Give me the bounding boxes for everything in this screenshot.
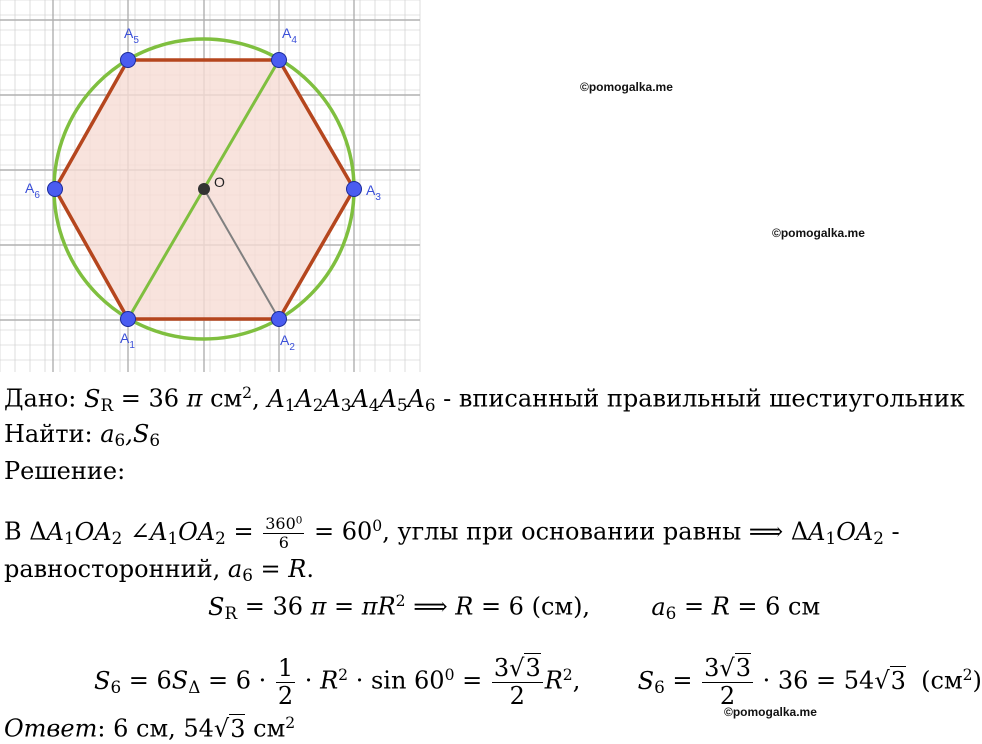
unit: см [136,714,169,743]
solution-line-2: равносторонний, $a_6 = R$. [4,555,314,586]
solution-line-1: В $\Delta A_1OA_2$ $\angle A_1OA_2$ = $\frac{360^0}{6}$ = $60^0$, углы при основании равны ⟹ $\Delta A_1OA_2$ - [4,513,900,552]
line4-suffix: , углы при основании равны [382,517,742,546]
answer-line: Ответ: 6 см, 54√3 $см^2$ [4,714,296,743]
answer-label: Ответ [4,714,98,743]
label-a2: $A_2$ [280,332,295,353]
vertex-a2 [272,312,287,327]
label-a3: $A_3$ [366,182,381,203]
unit: см [210,384,243,413]
label-a1: $A_1$ [120,330,135,351]
vertex-a3 [347,182,362,197]
equation-radius: $S_R = 36$ $\pi = \pi R^2$ ⟹ R = 6 (см), $a_6 = R = 6$ см [208,592,821,623]
label-a6: $A_6$ [25,180,40,201]
vertex-a6 [48,182,63,197]
vertex-a1 [121,312,136,327]
label-o: O [214,174,225,190]
given-label: Дано: [4,384,77,413]
vertex-a5 [121,53,136,68]
solution-label: Решение: [4,457,126,485]
given-line: Дано: $S_R = 36$ π $см^2$, $A_1A_2A_3A_4A_5A_6$ - вписанный правильный шестиугольник [4,384,965,415]
watermark: ©pomogalka.me [772,226,865,240]
unit: см [253,714,286,743]
equation-area: $S_6 = 6S_\Delta = 6$ · $\frac{1}{2}$ · $R^2 \cdot \sin 60^0$ = $\frac{3√3}{2}$ $R^2$, $S_6$ = $\frac{3√3}{2}$ · 36 = 54√3 $(см^2)$ [94,654,982,710]
line5-prefix: равносторонний, [4,555,221,583]
center-point-o [198,183,210,195]
unit: см [788,592,821,621]
watermark: ©pomogalka.me [580,80,673,94]
find-line: Найти: $a_6,S_6$ [4,420,160,451]
line4-prefix: В [4,517,22,546]
unit: см [540,592,574,621]
hexagon-figure [0,0,420,372]
vertex-a4 [272,53,287,68]
unit: см [930,666,963,695]
find-label: Найти: [4,420,93,448]
label-a5: $A_5$ [124,25,139,46]
given-rest: - вписанный правильный шестиугольник [435,384,965,413]
label-a4: $A_4$ [282,25,297,46]
line5-suffix: . [306,555,314,583]
watermark: ©pomogalka.me [724,705,817,719]
